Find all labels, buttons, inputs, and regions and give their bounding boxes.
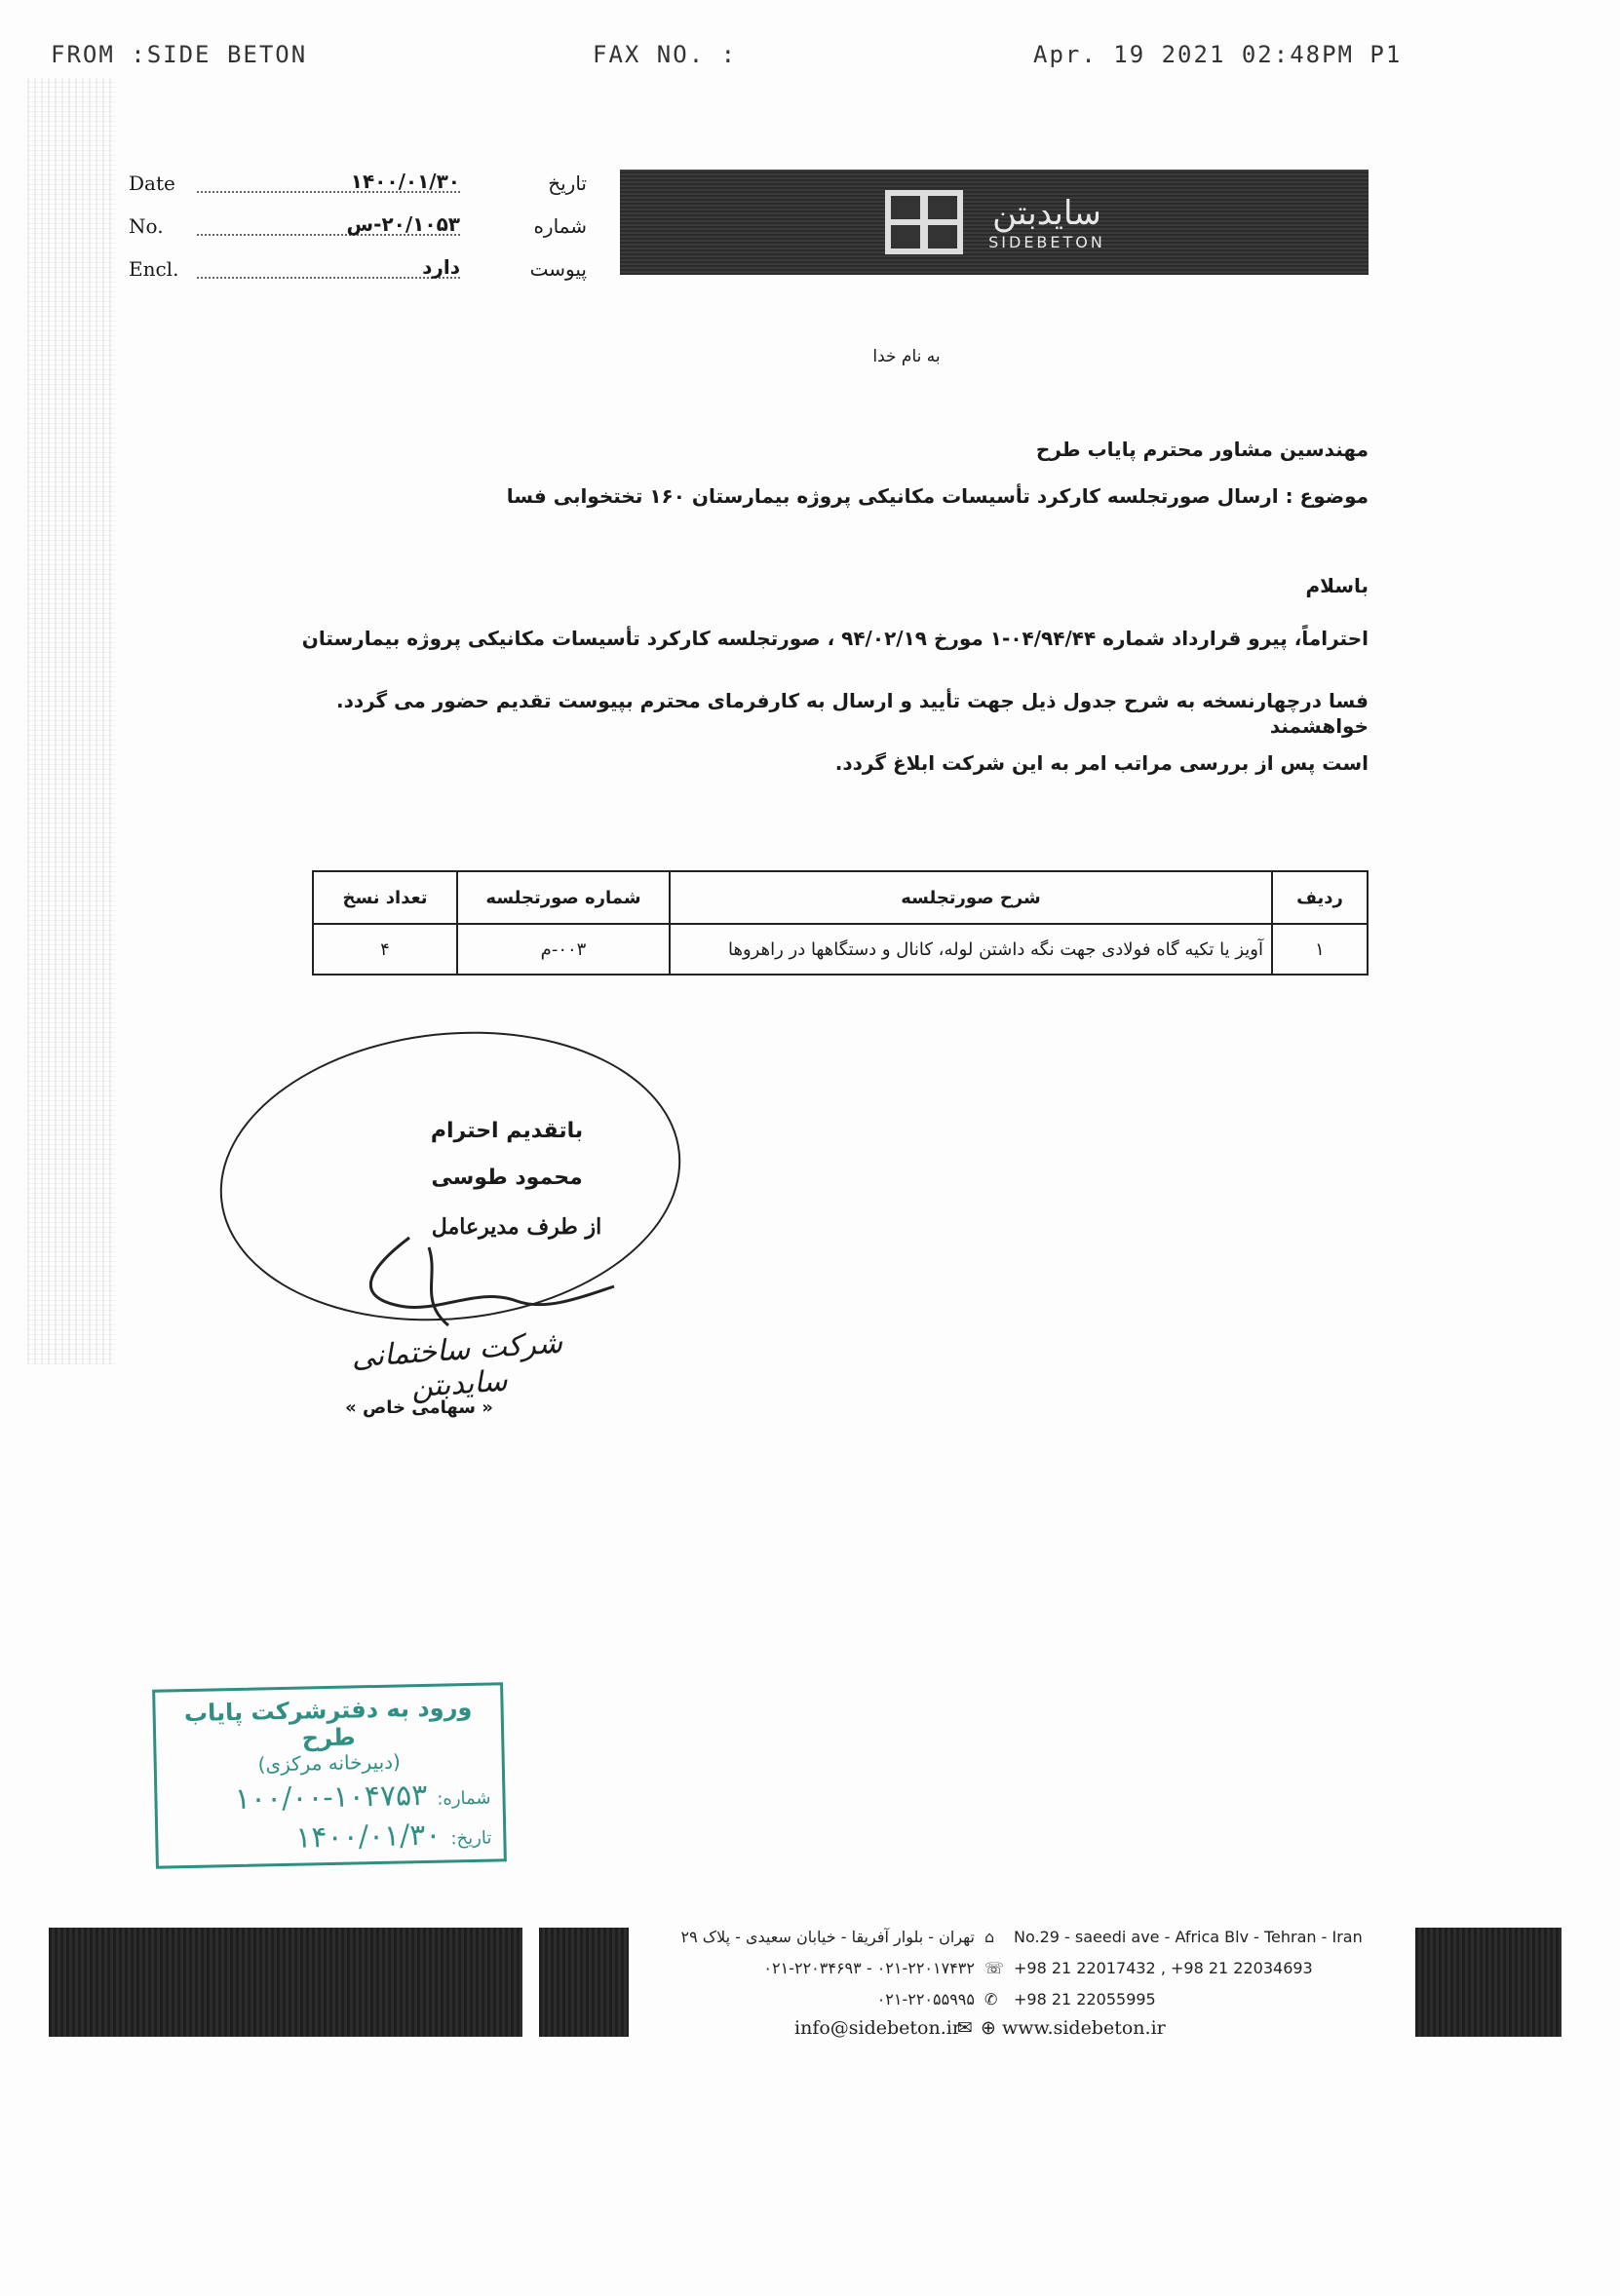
footer-black-block-left bbox=[49, 1928, 522, 2037]
basmala: به نام خدا bbox=[872, 347, 941, 366]
stamp-date-value: ۱۴۰۰/۰۱/۳۰ bbox=[294, 1818, 442, 1856]
body-line-3: است پس از بررسی مراتب امر به این شرکت ابلاغ گردد. bbox=[834, 751, 1369, 775]
fax-datetime: Apr. 19 2021 02:48PM P1 bbox=[1033, 41, 1403, 68]
stamp-subtitle: (دبیرخانه مرکزی) bbox=[257, 1749, 402, 1777]
table-header-row bbox=[313, 871, 1368, 924]
company-logo-banner bbox=[620, 170, 1369, 275]
body-line-2: فسا درچهارنسخه به شرح جدول ذیل جهت تأیید و ارسال به کارفرمای محترم بپیوست تقدیم حضور می گردد. خواهشمند bbox=[335, 689, 1369, 738]
meta-date-label-en: Date bbox=[129, 172, 175, 195]
stamp-number-row bbox=[169, 1778, 491, 1818]
th-row: ردیف bbox=[1272, 871, 1368, 924]
globe-icon: ⊕ bbox=[981, 2017, 996, 2039]
body-line-1: احتراماً، پیرو قرارداد شماره ۰۴/۹۴/۴۴-۱ مورخ ۹۴/۰۲/۱۹ ، صورتجلسه کارکرد تأسیسات مکانیکی پروژه بیمارستان bbox=[301, 627, 1369, 650]
meta-number-value: ۲۰/۱۰۵۳-س bbox=[346, 212, 460, 236]
th-description: شرح صورتجلسه bbox=[670, 871, 1272, 924]
footer-address-fa: تهران - بلوار آفریقا - خیابان سعیدی - پلاک ۲۹ bbox=[680, 1928, 975, 1946]
sidebeton-logo-icon bbox=[883, 188, 965, 256]
recipient: مهندسین مشاور محترم پایاب طرح bbox=[1035, 438, 1369, 461]
company-seal-type: « سهامی خاص » bbox=[345, 1397, 493, 1418]
meta-encl-label-fa: پیوست bbox=[529, 257, 587, 281]
home-icon: ⌂ bbox=[984, 1928, 995, 1946]
signature-name: محمود طوسی bbox=[431, 1166, 583, 1190]
meta-date bbox=[129, 170, 587, 203]
footer-black-block-small bbox=[539, 1928, 629, 2037]
receipt-stamp bbox=[152, 1682, 507, 1868]
subject-line: موضوع : ارسال صورتجلسه کارکرد تأسیسات مکانیکی پروژه بیمارستان ۱۶۰ تختخوابی فسا bbox=[506, 484, 1369, 508]
footer-phone-en: +98 21 22017432 , +98 21 22034693 bbox=[1014, 1959, 1313, 1977]
greeting: باسلام bbox=[1305, 574, 1369, 597]
stamp-number-label: شماره: bbox=[437, 1787, 491, 1810]
stamp-number-value: ۱۰۰/۰۰-۱۰۴۷۵۳ bbox=[234, 1778, 428, 1818]
fax-number: FAX NO. : bbox=[593, 41, 738, 68]
stamp-date-label: تاریخ: bbox=[450, 1827, 492, 1850]
cell-copies: ۴ bbox=[313, 924, 457, 975]
meta-enclosure bbox=[129, 255, 587, 288]
meta-encl-label-en: Encl. bbox=[129, 257, 179, 281]
meta-date-value: ۱۴۰۰/۰۱/۳۰ bbox=[350, 170, 460, 193]
fax-icon: ✆ bbox=[984, 1990, 998, 2009]
th-copies: تعداد نسخ bbox=[313, 871, 457, 924]
fax-from: FROM :SIDE BETON bbox=[51, 41, 308, 68]
table-row bbox=[313, 924, 1368, 975]
meta-number bbox=[129, 212, 587, 246]
logo-text bbox=[988, 194, 1105, 251]
footer-fax-en: +98 21 22055995 bbox=[1014, 1990, 1156, 2009]
stamp-date-row bbox=[170, 1818, 492, 1858]
footer-website[interactable]: www.sidebeton.ir bbox=[1002, 2017, 1166, 2039]
signature-title: از طرف مدیرعامل bbox=[431, 1214, 602, 1240]
minutes-table bbox=[312, 870, 1369, 976]
footer-fax-fa: ۰۲۱-۲۲۰۵۵۹۹۵ bbox=[876, 1990, 975, 2009]
cell-minutes-number: ۰۰۳-م bbox=[457, 924, 670, 975]
meta-date-label-fa: تاریخ bbox=[548, 172, 587, 195]
meta-number-label-fa: شماره bbox=[533, 214, 587, 238]
footer-address-en: No.29 - saeedi ave - Africa Blv - Tehran - Iran bbox=[1014, 1928, 1363, 1946]
logo-text-en: SIDEBETON bbox=[988, 232, 1105, 251]
footer-black-block-right bbox=[1415, 1928, 1562, 2037]
cell-description: آویز یا تکیه گاه فولادی جهت نگه داشتن لوله، کانال و دستگاهها در راهروها bbox=[670, 924, 1272, 975]
scan-noise-strip bbox=[27, 78, 115, 1364]
footer-phone-fa: ۰۲۱-۲۲۰۱۷۴۳۲ - ۰۲۱-۲۲۰۳۴۶۹۳ bbox=[763, 1959, 975, 1977]
phone-icon: ☏ bbox=[984, 1959, 1005, 1977]
meta-encl-value: دارد bbox=[422, 255, 460, 279]
footer-email[interactable]: info@sidebeton.ir bbox=[794, 2017, 961, 2039]
meta-number-label-en: No. bbox=[129, 214, 164, 238]
cell-row: ۱ bbox=[1272, 924, 1368, 975]
company-seal-text: شرکت ساختمانی سایدبتن bbox=[350, 1325, 564, 1405]
meta-dots bbox=[197, 277, 460, 279]
mail-icon: ✉ bbox=[957, 2017, 973, 2039]
stamp-title: ورود به دفترشرکت پایاب طرح bbox=[183, 1693, 473, 1752]
logo-text-fa: سایدبتن bbox=[992, 193, 1101, 233]
th-minutes-number: شماره صورتجلسه bbox=[457, 871, 670, 924]
signature-closing: باتقدیم احترام bbox=[430, 1119, 584, 1143]
